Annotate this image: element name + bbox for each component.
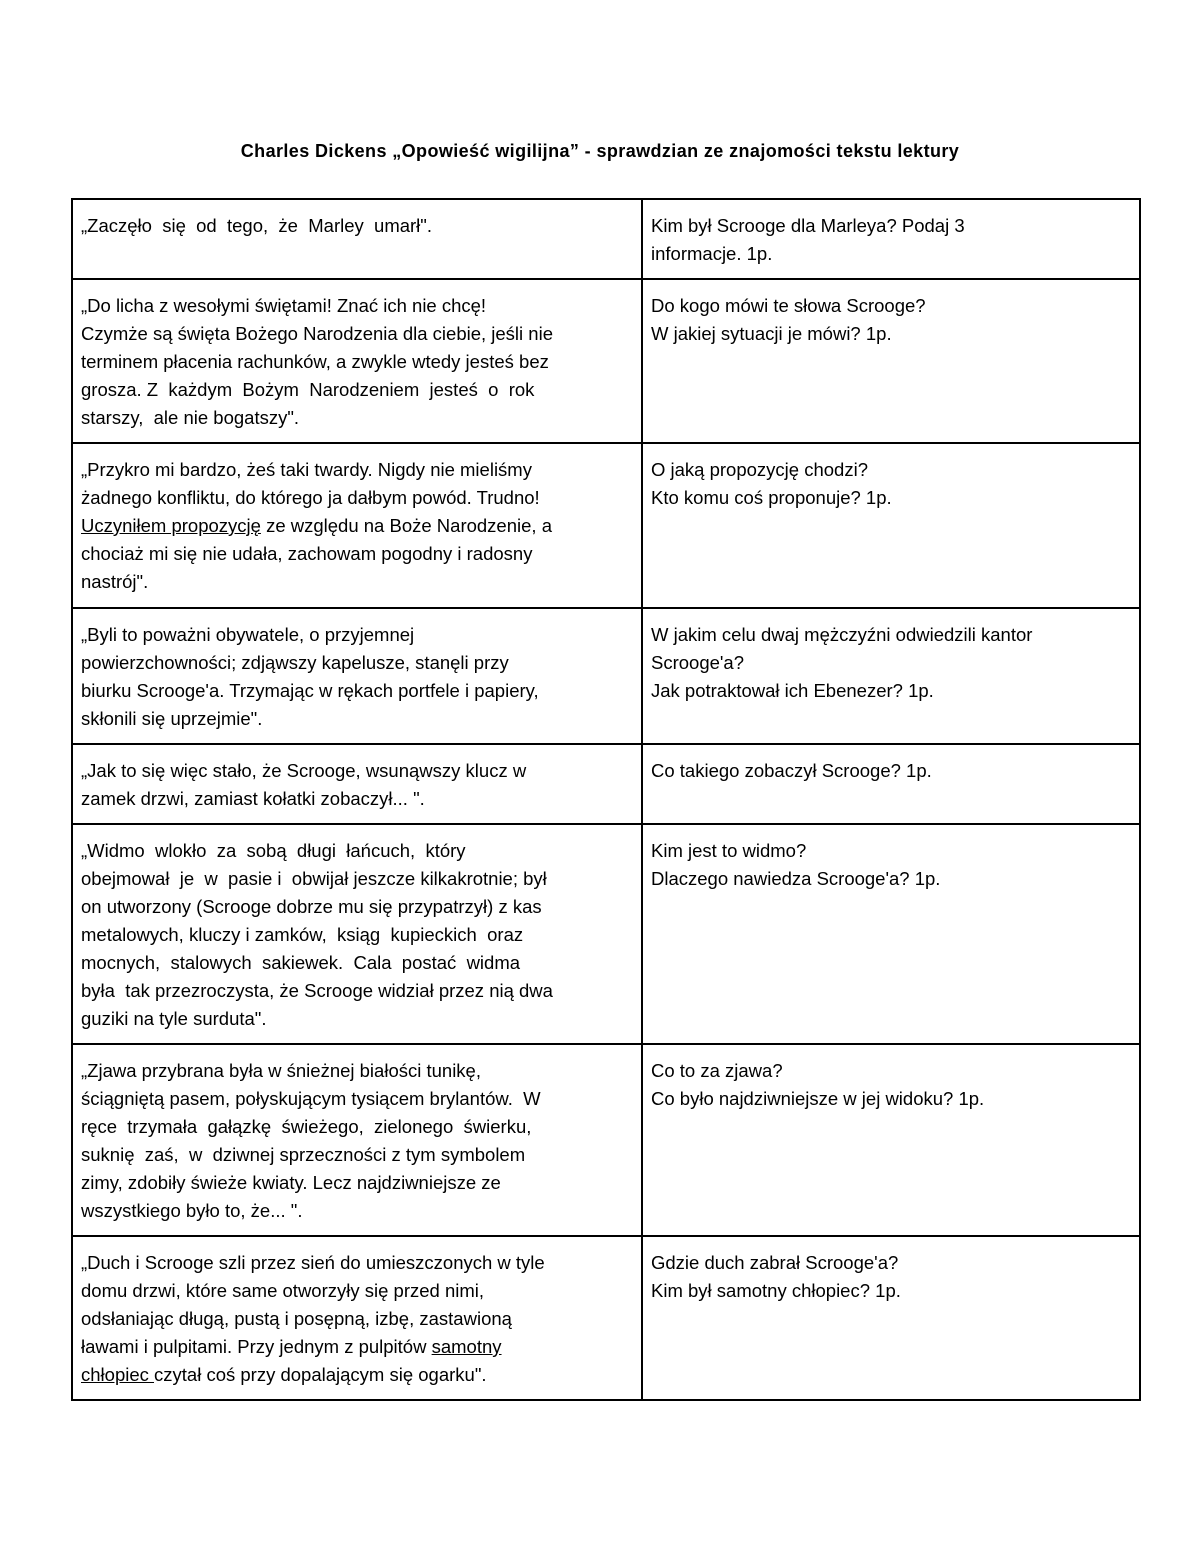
quote-fragment: ławami i pulpitami. Przy jednym z pulpitów — [81, 1336, 432, 1357]
quote-line: zamek drzwi, zamiast kołatki zobaczył... ". — [81, 788, 425, 809]
quote-line: „Jak to się więc stało, że Scrooge, wsunąwszy klucz w — [81, 760, 527, 781]
question-line: W jakim celu dwaj mężczyźni odwiedzili kantor — [651, 624, 1033, 645]
table-row — [72, 608, 1140, 744]
quote-line: powierzchowności; zdjąwszy kapelusze, stanęli przy — [81, 652, 509, 673]
quote-line: „Do licha z wesołymi świętami! Znać ich nie chcę! — [81, 295, 487, 316]
quote-line: obejmował je w pasie i obwijał jeszcze kilkakrotnie; był — [81, 868, 547, 889]
question-cell — [642, 443, 1140, 608]
table-row — [72, 744, 1140, 824]
page-title: Charles Dickens „Opowieść wigilijna” - sprawdzian ze znajomości tekstu lektury — [240, 141, 960, 161]
question-line: Co było najdziwniejsze w jej widoku? 1p. — [651, 1088, 985, 1109]
table-row — [72, 279, 1140, 443]
quote-cell — [72, 824, 642, 1044]
question-line: W jakiej sytuacji je mówi? 1p. — [651, 323, 892, 344]
quote-cell — [72, 443, 642, 608]
quote-line: metalowych, kluczy i zamków, ksiąg kupieckich oraz — [81, 924, 524, 945]
quote-line — [81, 1333, 633, 1361]
quote-line: mocnych, stalowych sakiewek. Cala postać widma — [81, 952, 521, 973]
question-line: Kim był samotny chłopiec? 1p. — [651, 1280, 901, 1301]
quote-line: suknię zaś, w dziwnej sprzeczności z tym symbolem — [81, 1144, 526, 1165]
quote-fragment: czytał coś przy dopalającym się ogarku". — [154, 1364, 487, 1385]
question-line: Scrooge'a? — [651, 652, 745, 673]
table-row — [72, 443, 1140, 608]
quote-line: grosza. Z każdym Bożym Narodzeniem jesteś o rok — [81, 379, 535, 400]
question-cell — [642, 1236, 1140, 1400]
quote-line: odsłaniając długą, pustą i posępną, izbę, zastawioną — [81, 1308, 512, 1329]
question-cell — [642, 744, 1140, 824]
quote-line: starszy, ale nie bogatszy". — [81, 407, 300, 428]
quote-line: „Byli to poważni obywatele, o przyjemnej — [81, 624, 415, 645]
question-line: informacje. 1p. — [651, 243, 773, 264]
underlined-phrase: chłopiec — [81, 1364, 155, 1385]
question-line: Kim jest to widmo? — [651, 840, 807, 861]
quote-line: żadnego konfliktu, do którego ja dałbym powód. Trudno! — [81, 487, 540, 508]
quote-line: wszystkiego było to, że... ". — [81, 1200, 303, 1221]
question-line: O jaką propozycję chodzi? — [651, 459, 868, 480]
quote-cell — [72, 744, 642, 824]
quote-line: Czymże są święta Bożego Narodzenia dla ciebie, jeśli nie — [81, 323, 553, 344]
quote-line: skłonili się uprzejmie". — [81, 708, 263, 729]
table-row — [72, 824, 1140, 1044]
table-row — [72, 1236, 1140, 1400]
quote-line: „Zjawa przybrana była w śnieżnej białości tunikę, — [81, 1060, 481, 1081]
quote-cell — [72, 1044, 642, 1236]
quote-line: chociaż mi się nie udała, zachowam pogodny i radosny — [81, 543, 533, 564]
question-line: Dlaczego nawiedza Scrooge'a? 1p. — [651, 868, 941, 889]
question-cell — [642, 608, 1140, 744]
quote-cell — [72, 279, 642, 443]
quote-line: domu drzwi, które same otworzyły się przed nimi, — [81, 1280, 485, 1301]
quote-fragment: ze względu na Boże Narodzenie, a — [260, 515, 552, 536]
question-line: Jak potraktował ich Ebenezer? 1p. — [651, 680, 934, 701]
quiz-table — [71, 198, 1141, 1401]
question-line: Kto komu coś proponuje? 1p. — [651, 487, 892, 508]
question-line: Kim był Scrooge dla Marleya? Podaj 3 — [651, 215, 965, 236]
quote-line: była tak przezroczysta, że Scrooge widział przez nią dwa — [81, 980, 553, 1001]
quote-line: biurku Scrooge'a. Trzymając w rękach portfele i papiery, — [81, 680, 539, 701]
underlined-phrase: Uczyniłem propozycję — [81, 515, 261, 536]
underlined-phrase: samotny — [431, 1336, 502, 1357]
question-cell — [642, 824, 1140, 1044]
quote-line: „Zaczęło się od tego, że Marley umarł". — [81, 215, 433, 236]
question-line: Gdzie duch zabrał Scrooge'a? — [651, 1252, 899, 1273]
question-cell — [642, 199, 1140, 279]
question-cell — [642, 1044, 1140, 1236]
quote-line: ręce trzymała gałązkę świeżego, zielonego świerku, — [81, 1116, 532, 1137]
table-row — [72, 1044, 1140, 1236]
quote-line: on utworzony (Scrooge dobrze mu się przypatrzył) z kas — [81, 896, 542, 917]
question-cell — [642, 279, 1140, 443]
table-row — [72, 199, 1140, 279]
quote-line: „Widmo wlokło za sobą długi łańcuch, który — [81, 840, 466, 861]
question-line: Do kogo mówi te słowa Scrooge? — [651, 295, 926, 316]
quote-line: nastrój". — [81, 571, 149, 592]
quote-line: zimy, zdobiły świeże kwiaty. Lecz najdziwniejsze ze — [81, 1172, 501, 1193]
quote-line — [81, 512, 633, 540]
quote-cell — [72, 1236, 642, 1400]
quote-line: ściągniętą pasem, połyskującym tysiącem brylantów. W — [81, 1088, 541, 1109]
quote-line: terminem płacenia rachunków, a zwykle wtedy jesteś bez — [81, 351, 549, 372]
question-line: Co to za zjawa? — [651, 1060, 783, 1081]
quote-line: „Duch i Scrooge szli przez sień do umieszczonych w tyle — [81, 1252, 545, 1273]
quote-line: „Przykro mi bardzo, żeś taki twardy. Nigdy nie mieliśmy — [81, 459, 532, 480]
question-line: Co takiego zobaczył Scrooge? 1p. — [651, 760, 932, 781]
quote-cell — [72, 199, 642, 279]
quote-cell — [72, 608, 642, 744]
quote-line: guziki na tyle surduta". — [81, 1008, 267, 1029]
quote-line — [81, 1361, 633, 1389]
